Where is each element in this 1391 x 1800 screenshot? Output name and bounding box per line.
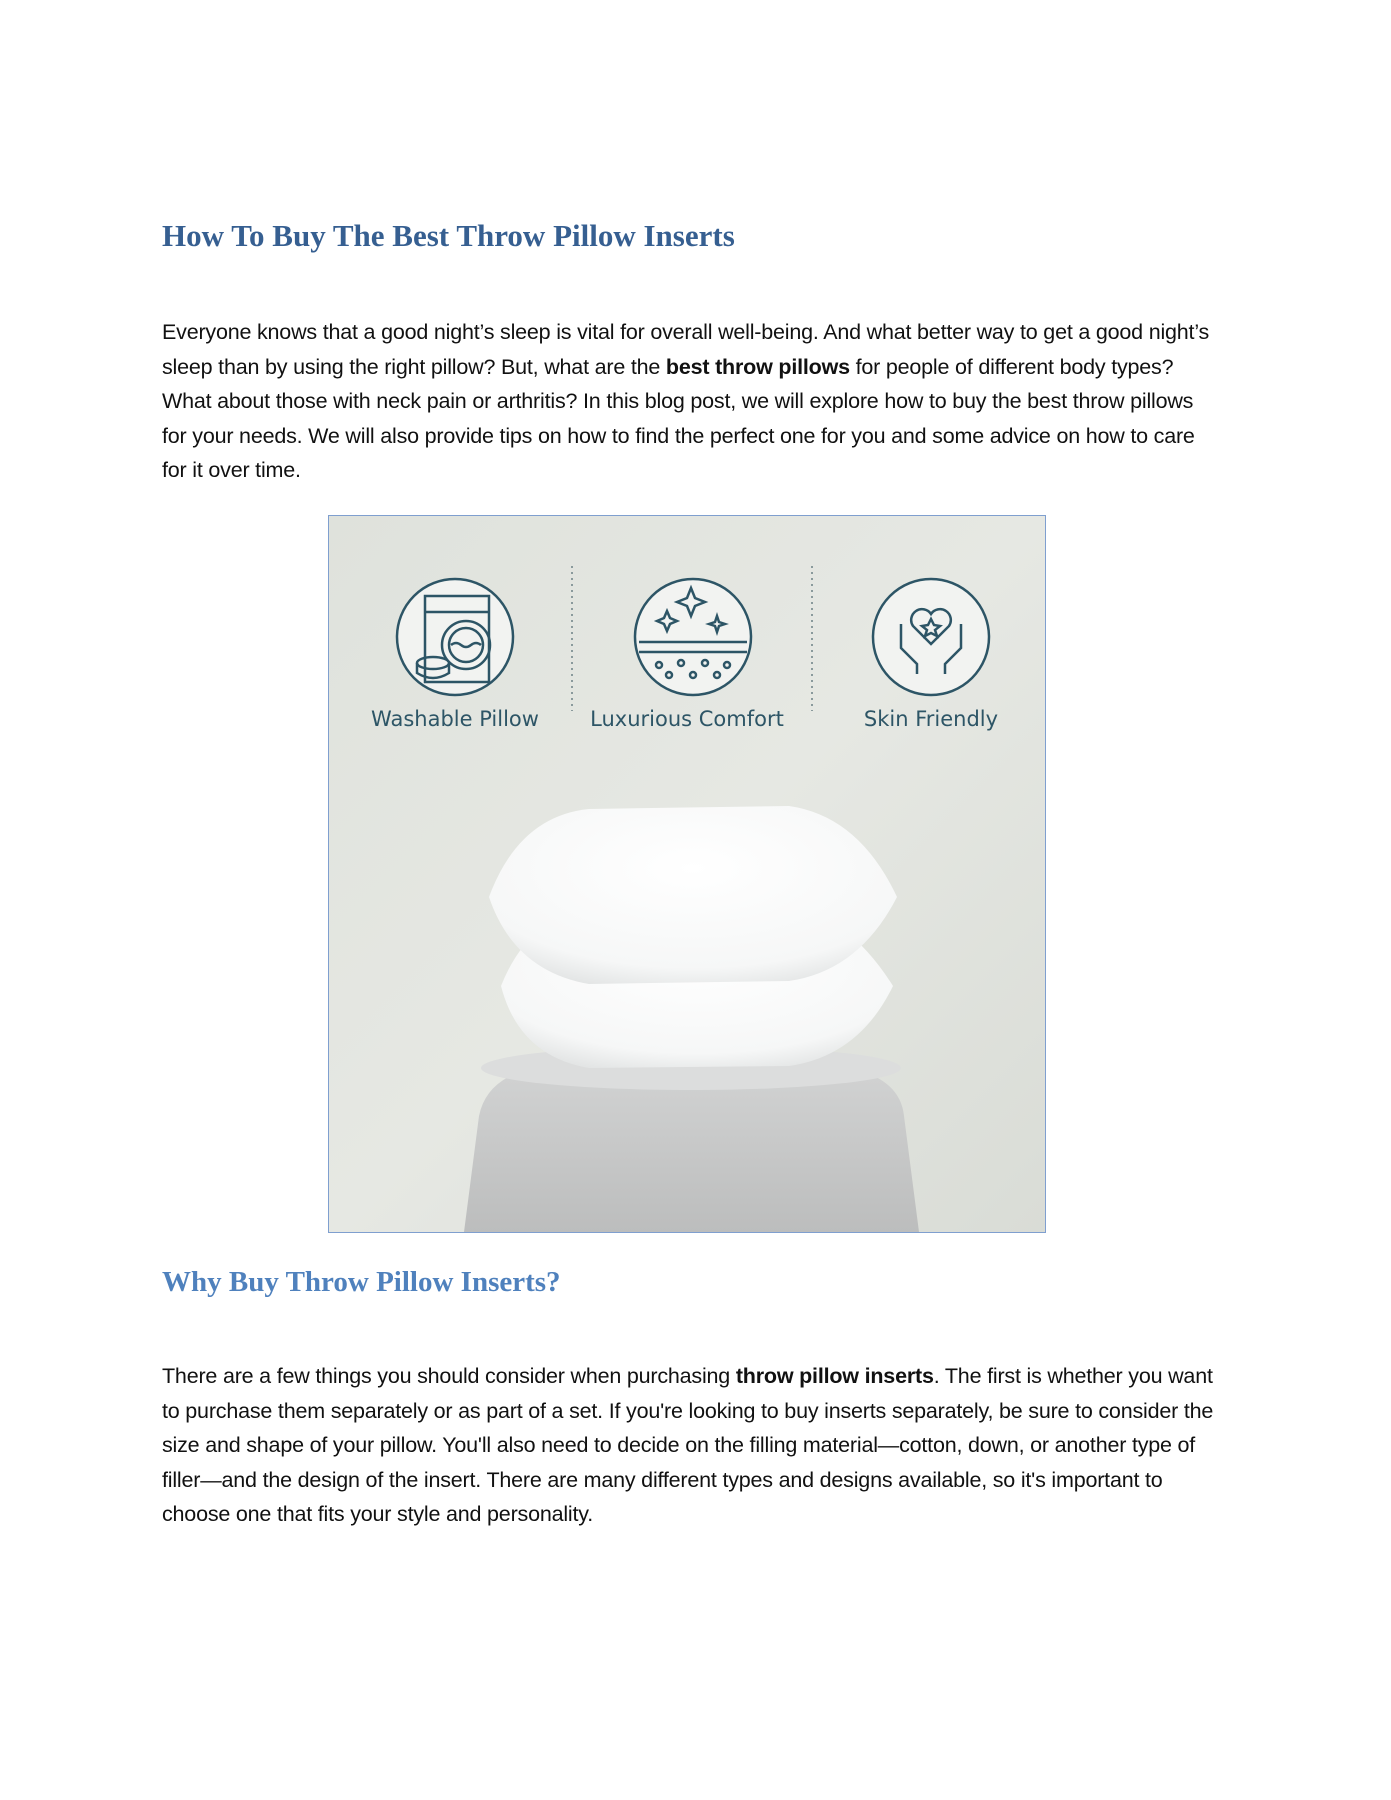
- hands-heart-icon: [873, 579, 989, 695]
- intro-paragraph: [162, 315, 1222, 488]
- feature-label-washable: Washable Pillow: [371, 707, 539, 731]
- pillow-stack: [489, 806, 897, 1068]
- feature-label-skin-friendly: Skin Friendly: [863, 707, 999, 731]
- intro-bold-link: best throw pillows: [665, 354, 850, 379]
- intro-text: Everyone knows that a good night’s sleep is vital for overall well-being. And what better way to get a good night’s sleep than by using the right pillow? But, what are the: [162, 320, 1210, 379]
- page-title: How To Buy The Best Throw Pillow Inserts: [162, 218, 735, 253]
- section-text-end: . The first is whether you want to purchase them separately or as part of a set. If you're looking to buy inserts separately, be sure to consider the size and shape of your pillow. You'll also need to decide on the filling material—cotton, down, or another type of filler—and the design of the insert. There are many different types and designs available, so it's important to choose one that fits your style and personality.: [162, 1364, 1214, 1527]
- washing-machine-icon: [397, 579, 513, 695]
- intro-text-end: for people of different body types? What about those with neck pain or arthritis? In this blog post, we will explore how to buy the best throw pillows for your needs. We will also provide tips on how to find the perfect one for you and some advice on how to care for it over time.: [162, 354, 1195, 483]
- feature-label-luxurious: Luxurious Comfort: [590, 707, 784, 731]
- table-cloth: [464, 1046, 919, 1232]
- sparkle-layers-icon: [635, 579, 751, 695]
- section-paragraph: [162, 1359, 1222, 1532]
- product-image: [328, 515, 1046, 1233]
- section-text: There are a few things you should consider when purchasing: [162, 1364, 736, 1388]
- section-bold-link: throw pillow inserts: [735, 1364, 934, 1388]
- section-heading: Why Buy Throw Pillow Inserts?: [162, 1266, 561, 1298]
